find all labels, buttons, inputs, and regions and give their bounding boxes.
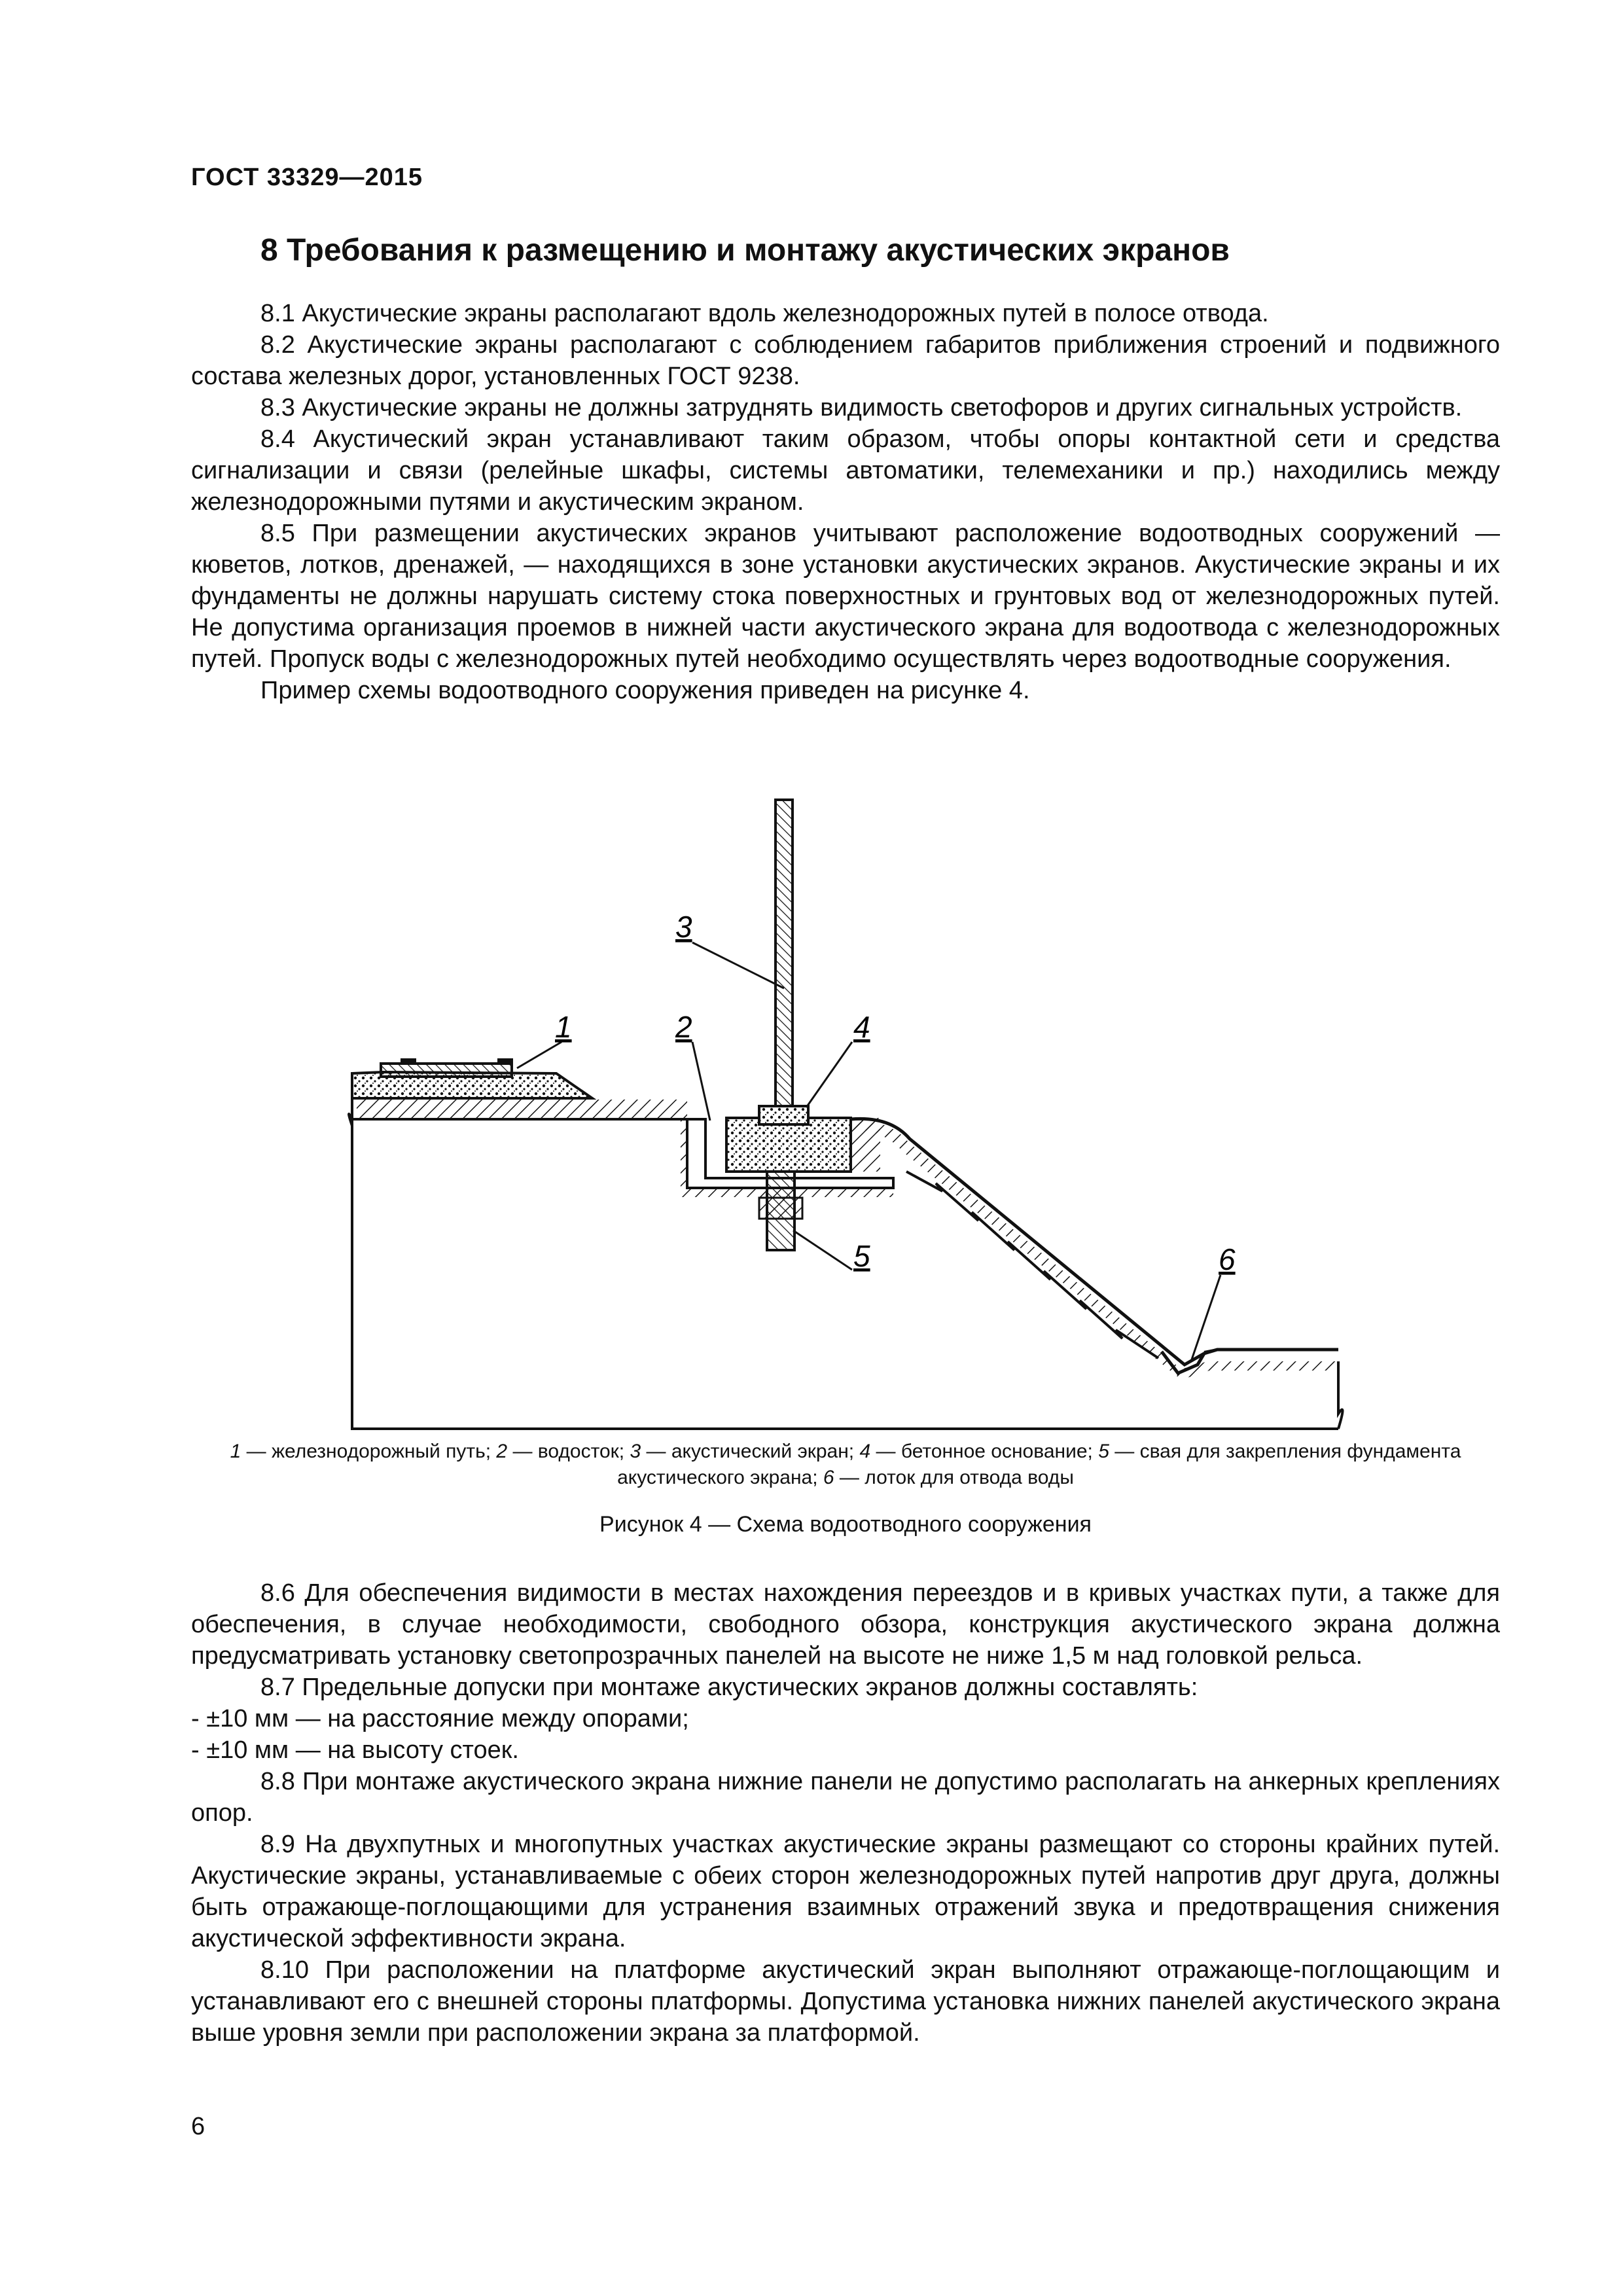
rail-head-right [497,1058,513,1065]
paragraph-8-9: 8.9 На двухпутных и многопутных участках акустические экраны размещают со стороны крайних путей. Акустические экраны, устанавливаемые с обеих сторон железнодорожных путей напротив друг друга, должны быть отражающе-поглощающими для устранения взаимных отражений звука и предотвращения снижения акустической эффективности экрана. [191,1831,1500,1952]
concrete-base [726,1118,851,1172]
legend-text-1: — железнодорожный путь; [241,1441,497,1462]
paragraph-8-1: 8.1 Акустические экраны располагают вдоль железнодорожных путей в полосе отвода. [260,300,1269,327]
legend-num-1: 1 [230,1441,241,1462]
figure-caption: Рисунок 4 — Схема водоотводного сооружения [599,1512,1092,1537]
leader-2 [692,1042,710,1121]
slope-revetment [906,1172,1158,1358]
legend-num-2: 2 [496,1441,508,1462]
paragraph-8-10: 8.10 При расположении на платформе акустический экран выполняют отражающе-поглощающим и устанавливают его с внешней стороны платформы. Допустима установка нижних панелей акустического экрана выше уровня земли при расположении экрана за платформой. [191,1956,1500,2047]
leader-3 [692,942,784,988]
label-3: 3 [675,910,692,944]
document-header: ГОСТ 33329—2015 [191,164,423,191]
label-4: 4 [853,1010,870,1044]
paragraph-8-4: 8.4 Акустический экран устанавливают таким образом, чтобы опоры контактной сети и средства сигнализации и связи (релейные шкафы, системы автоматики, телемеханики и пр.) находились между железнодорожными путями и акустическим экраном. [191,425,1500,516]
rail-head-left [401,1058,416,1065]
tolerance-item-1: - ±10 мм — на расстояние между опорами; [191,1705,689,1732]
legend-num-3: 3 [630,1441,641,1462]
figure-reference: Пример схемы водоотводного сооружения приведен на рисунке 4. [260,677,1030,704]
leader-5 [793,1230,852,1270]
paragraph-8-8: 8.8 При монтаже акустического экрана нижние панели не допустимо располагать на анкерных креплениях опор. [191,1768,1500,1827]
legend-text-5: — свая для закрепления фундамента акустического экрана; [617,1441,1461,1488]
legend-text-2: — водосток; [507,1441,630,1462]
ground-hatch-left [357,1100,687,1118]
legend-num-5: 5 [1098,1441,1109,1462]
label-5: 5 [853,1239,870,1273]
ground-surface-right [1204,1350,1338,1352]
slope-hatch [851,1121,1338,1380]
paragraph-8-7: 8.7 Предельные допуски при монтаже акустических экранов должны составлять: [260,1674,1198,1701]
label-6: 6 [1219,1242,1236,1276]
acoustic-screen [776,800,793,1118]
figure-legend [191,1439,1500,1491]
tolerance-item-2: - ±10 мм — на высоту стоек. [191,1736,519,1764]
legend-text-4: — бетонное основание; [870,1441,1099,1462]
rail-track [381,1064,512,1077]
page-number: 6 [191,2113,205,2140]
screen-mount [759,1106,808,1124]
paragraph-8-6: 8.6 Для обеспечения видимости в местах нахождения переездов и в кривых участках пути, а также для обеспечения, в случае необходимости, свободного обзора, конструкция акустического экрана должна предусматривать установку светопрозрачных панелей на высоте не ниже 1,5 м над головкой рельса. [191,1579,1500,1670]
paragraph-8-2: 8.2 Акустические экраны располагают с соблюдением габаритов приближения строений и подвижного состава железных дорог, установленных ГОСТ 9238. [191,331,1500,390]
drain-hatch-left [681,1119,688,1190]
section-title: 8 Требования к размещению и монтажу акустических экранов [260,233,1230,268]
label-1: 1 [555,1010,572,1044]
legend-num-6: 6 [823,1467,834,1488]
pile-cap [759,1198,802,1219]
legend-text-6: — лоток для отвода воды [834,1467,1074,1488]
text-block-bottom [191,1577,1500,2049]
paragraph-8-5: 8.5 При размещении акустических экранов учитывают расположение водоотводных сооружений — кюветов, лотков, дренажей, — находящихся в зоне установки акустических экранов. Акустические экраны и их фундаменты не должны нарушать систему стока поверхностных и грунтовых вод от железнодорожных путей. Не допустима организация проемов в нижней части акустического экрана для водоотвода с железнодорожных путей. Пропуск воды с железнодорожных путей необходимо осуществлять через водоотводные сооружения. [191,520,1500,673]
leader-1 [517,1042,562,1068]
legend-num-4: 4 [859,1441,871,1462]
legend-text-3: — акустический экран; [641,1441,860,1462]
paragraph-8-3: 8.3 Акустические экраны не должны затруднять видимость светофоров и других сигнальных устройств. [260,394,1463,422]
label-2: 2 [675,1010,692,1044]
leader-4 [806,1042,852,1107]
